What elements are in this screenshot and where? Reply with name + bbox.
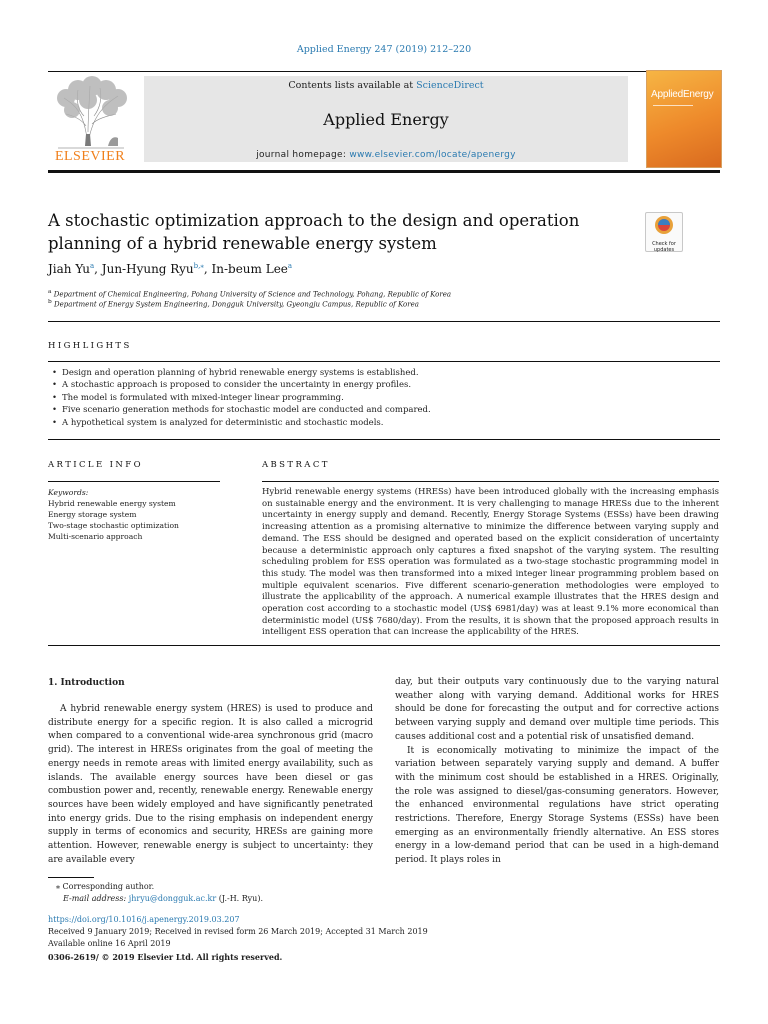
article-info-rule bbox=[48, 481, 220, 482]
homepage-prefix: journal homepage: bbox=[256, 150, 350, 160]
author-separator: , bbox=[94, 262, 102, 276]
highlight-item: • A hypothetical system is analyzed for deterministic and stochastic models. bbox=[52, 417, 712, 429]
homepage-link[interactable]: www.elsevier.com/locate/apenergy bbox=[349, 150, 516, 160]
highlights-list bbox=[52, 367, 712, 429]
affiliation-mark: b bbox=[48, 299, 52, 305]
intro-right-column bbox=[395, 676, 719, 868]
check-for-updates-badge[interactable] bbox=[645, 212, 683, 252]
affiliation-mark: a bbox=[48, 289, 52, 295]
journal-name: Applied Energy bbox=[323, 110, 449, 129]
article-title: A stochastic optimization approach to the design and operation planning of a hybrid renewable energy system bbox=[48, 211, 580, 253]
intro-paragraph: It is economically motivating to minimize the impact of the variation between separately varying supply and demand. A buffer with the minimum cost should be established in a HRES. Originally, the role was assigned to diesel/gas-consuming generators. However, the enhanced environmental regulations have strict operating restrictions. Therefore, Energy Storage Systems (ESSs) have been emerging as an environmentally friendly alternative. An ESS stores energy in a low-demand period that can be used in a high-demand period. It plays roles in bbox=[395, 745, 719, 866]
author-3[interactable] bbox=[212, 262, 293, 276]
contents-prefix: Contents lists available at bbox=[288, 80, 417, 91]
elsevier-logo bbox=[48, 76, 132, 162]
journal-banner bbox=[144, 76, 628, 162]
divider bbox=[48, 321, 720, 322]
journal-citation[interactable]: Applied Energy 247 (2019) 212–220 bbox=[296, 44, 472, 55]
affiliation-text: Department of Chemical Engineering, Pohang University of Science and Technology, Pohang, Republic of Korea bbox=[53, 290, 452, 299]
highlights-top-rule bbox=[48, 361, 720, 362]
author-name: In-beum Lee bbox=[211, 262, 288, 276]
highlights-heading: HIGHLIGHTS bbox=[48, 341, 132, 351]
check-updates-icon bbox=[646, 213, 682, 237]
author-name: Jiah Yu bbox=[48, 262, 90, 276]
keywords-label: Keywords: bbox=[48, 488, 89, 497]
email-line bbox=[63, 893, 263, 904]
corresponding-author-note: ⁎ Corresponding author. bbox=[56, 882, 155, 891]
elsevier-tree-icon bbox=[48, 76, 132, 162]
cover-title: AppliedEnergy bbox=[651, 89, 714, 100]
affiliation-b bbox=[48, 299, 419, 308]
author-list bbox=[48, 262, 292, 276]
contents-line bbox=[144, 80, 628, 91]
keywords-block bbox=[48, 487, 220, 542]
journal-cover-thumbnail[interactable] bbox=[646, 70, 722, 168]
footnote-rule bbox=[48, 877, 94, 878]
intro-left-column bbox=[48, 703, 373, 867]
affiliation-text: Department of Energy System Engineering, Dongguk University, Gyeongju Campus, Republic of Korea bbox=[53, 300, 419, 309]
highlight-item: • The model is formulated with mixed-integer linear programming. bbox=[52, 392, 712, 404]
badge-label: Check for updates bbox=[652, 241, 676, 253]
received-dates: Received 9 January 2019; Received in revised form 26 March 2019; Accepted 31 March 2019 bbox=[48, 927, 428, 936]
abstract-bottom-rule bbox=[48, 645, 720, 646]
author-name: Jun-Hyung Ryu bbox=[101, 262, 194, 276]
homepage-line bbox=[144, 150, 628, 160]
intro-paragraph: day, but their outputs vary continuously due to the varying natural weather along with varying demand. Additional works for HRES should be done for forecasting the output and for corrective actions between varying supply and demand over multiple time periods. This causes additional cost and a potential risk of unsatisfied demand. bbox=[395, 677, 719, 742]
email-link[interactable]: jhryu@dongguk.ac.kr bbox=[128, 894, 217, 903]
abstract-rule bbox=[262, 481, 719, 482]
highlight-item: • Five scenario generation methods for stochastic model are conducted and compared. bbox=[52, 404, 712, 416]
available-online: Available online 16 April 2019 bbox=[48, 939, 171, 948]
sciencedirect-link[interactable]: ScienceDirect bbox=[416, 80, 484, 91]
cover-line bbox=[653, 105, 693, 106]
highlight-item: • Design and operation planning of hybrid renewable energy systems is established. bbox=[52, 367, 712, 379]
highlight-item: • A stochastic approach is proposed to consider the uncertainty in energy profiles. bbox=[52, 379, 712, 391]
keyword: Two-stage stochastic optimization bbox=[48, 521, 179, 530]
email-label: E-mail address: bbox=[63, 894, 129, 903]
author-affil-mark: a bbox=[89, 262, 95, 270]
doi-link[interactable]: https://doi.org/10.1016/j.apenergy.2019.03.207 bbox=[48, 915, 240, 924]
author-separator: , bbox=[203, 262, 212, 276]
keyword: Energy storage system bbox=[48, 510, 137, 519]
abstract-text: Hybrid renewable energy systems (HRESs) have been introduced globally with the increasing emphasis on sustainable energy and the environment. It is very challenging to manage HRESs due to the inherent uncertainty in energy supply and demand. Recently, Energy Storage Systems (ESSs) have been drawing increasing attention as a promising alternative to minimize the difference between varying supply and demand. The ESS should be designed and operated based on the explicit consideration of uncertainty because a deterministic approach only captures a fixed snapshot of the varying system. The resulting scheduling problem for ESS operation was formulated as a two-stage stochastic programming model in this study. The model was then transformed into a mixed integer linear programming problem based on multiple equivalent scenarios. Five different scenario-generation methodologies were employed to illustrate the applicability of the approach. A numerical example illustrates that the HRES design and operation cost according to a stochastic model (US$ 6981/day) was at least 9.1% more economical than deterministic model (US$ 7680/day). From the results, it is shown that the proposed approach results in intelligent ESS operation that can increase the applicability of the HRES. bbox=[262, 487, 719, 638]
affiliation-a bbox=[48, 289, 451, 298]
copyright: 0306-2619/ © 2019 Elsevier Ltd. All rights reserved. bbox=[48, 952, 283, 962]
header-bottom-rule bbox=[48, 170, 720, 173]
author-2[interactable] bbox=[102, 262, 204, 276]
keyword: Multi-scenario approach bbox=[48, 532, 143, 541]
intro-paragraph: A hybrid renewable energy system (HRES) is used to produce and distribute energy for a specific region. It is also called a microgrid when compared to a conventional wide-area synchronous grid (macro grid). The interest in HRESs originates from the goal of meeting the energy needs in remote areas with limited energy availability, such as islands. The available energy sources have been diesel or gas combustion power and, recently, renewable energy. Renewable energy sources have been widely employed and have significantly penetrated into energy grids. Due to the rising emphasis on independent energy supply in terms of economics and security, HRESs are gaining more attention. However, renewable energy is subject to uncertainty: they are available every bbox=[48, 704, 373, 865]
highlights-bottom-rule bbox=[48, 439, 720, 440]
author-affil-mark: a bbox=[287, 262, 293, 270]
abstract-heading: ABSTRACT bbox=[262, 460, 330, 470]
header-top-rule bbox=[48, 71, 720, 72]
keyword: Hybrid renewable energy system bbox=[48, 499, 176, 508]
author-1[interactable] bbox=[48, 262, 94, 276]
introduction-heading: 1. Introduction bbox=[48, 678, 125, 688]
elsevier-wordmark: ELSEVIER bbox=[54, 149, 126, 162]
article-info-heading: ARTICLE INFO bbox=[48, 460, 143, 470]
author-affil-mark: b,⁎ bbox=[193, 262, 204, 270]
email-suffix: (J.-H. Ryu). bbox=[216, 894, 263, 903]
